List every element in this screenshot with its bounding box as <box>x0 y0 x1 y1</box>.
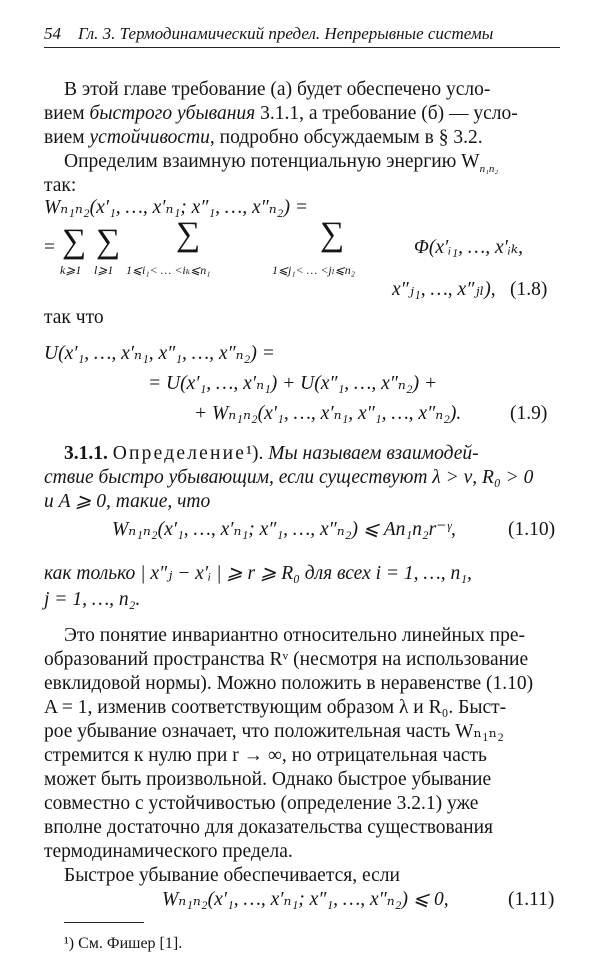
paragraph-1-line-3 <box>44 126 483 150</box>
sum-symbol-k: ∑ <box>62 223 87 260</box>
paragraph-5-line-1: Быстрое убывание обеспечивается, если <box>64 865 400 886</box>
equation-number-1-9: (1.9) <box>510 403 548 424</box>
definition-line-5: j = 1, …, n₂. <box>44 589 141 610</box>
sum-limit-k: k⩾1 <box>60 263 82 277</box>
paragraph-3-line-1: так что <box>44 307 104 328</box>
equation-1-8-line-2 <box>44 236 55 260</box>
definition-line-1 <box>64 442 479 466</box>
running-title: Гл. 3. Термодинамический предел. Непрерывные системы <box>78 24 494 43</box>
equation-1-8-line-1: Wₙ₁ₙ₂(x′₁, …, x′ₙ₁; x″₁, …, x″ₙ₂) = <box>44 197 308 218</box>
definition-line-3: и A ⩾ 0, такие, что <box>44 491 211 512</box>
paragraph-4-line-4: A = 1, изменив соответствующим образом λ и R₀. Быст- <box>44 697 507 718</box>
definition-number: 3.1.1. <box>64 443 108 464</box>
equation-1-11: Wₙ₁ₙ₂(x′₁, …, x′ₙ₁; x″₁, …, x″ₙ₂) ⩽ 0, <box>162 889 449 910</box>
sum-symbol-j: ∑ <box>320 216 345 253</box>
text-run: 3.1.1, а требование (б) — усло- <box>255 103 518 124</box>
sum-limit-j: 1⩽j₁< … <jₗ⩽n₂ <box>272 263 355 277</box>
italic-term: быстрого убывания <box>89 103 256 124</box>
sum-symbol-i: ∑ <box>176 216 201 253</box>
paragraph-2-line-1 <box>64 150 498 174</box>
italic-term: устойчивости <box>89 127 210 148</box>
definition-word: Определение <box>112 443 247 464</box>
definition-line-2: ствие быстро убывающим, если существуют λ > ν, R₀ > 0 <box>44 467 534 488</box>
text-run: Мы называем взаимодей- <box>263 443 479 464</box>
equation-1-10: Wₙ₁ₙ₂(x′₁, …, x′ₙ₁; x″₁, …, x″ₙ₂) ⩽ An₁n₂r⁻ᵞ, <box>112 519 456 540</box>
sum-symbol-l: ∑ <box>96 223 121 260</box>
paragraph-1-line-1: В этой главе требование (а) будет обеспечено усло- <box>64 79 491 100</box>
text-run: вием <box>44 103 90 124</box>
paragraph-4-line-7: может быть произвольной. Однако быстрое убывание <box>44 769 492 790</box>
equation-1-9-line-2: = U(x′₁, …, x′ₙ₁) + U(x″₁, …, x″ₙ₂) + <box>148 373 438 394</box>
equation-1-8-line-3: x″ⱼ₁, …, x″ⱼₗ), <box>392 279 496 300</box>
paragraph-2-line-2: так: <box>44 175 77 196</box>
sum-limit-i: 1⩽i₁< … <iₖ⩽n₁ <box>126 263 211 277</box>
definition-line-4: как только | x″ⱼ − x′ᵢ | ⩾ r ⩾ R₀ для всех i = 1, …, n₁, <box>44 563 472 584</box>
equation-1-9-line-1: U(x′₁, …, x′ₙ₁, x″₁, …, x″ₙ₂) = <box>44 343 275 364</box>
equation-number-1-8: (1.8) <box>510 279 548 300</box>
text-run: Определим взаимную потенциальную энергию W <box>64 151 480 172</box>
equals-sign: = <box>44 237 55 258</box>
page-number: 54 <box>44 24 61 43</box>
sum-limit-l: l⩾1 <box>94 263 114 277</box>
paragraph-4-line-6: стремится к нулю при r → ∞, но отрицательная часть <box>44 745 487 766</box>
subscript: n₁n₂ <box>479 162 499 175</box>
equation-1-8-line-2-body: Φ(x′ᵢ₁, …, x′ᵢₖ, <box>414 237 523 258</box>
footnote-rule <box>64 922 144 923</box>
paragraph-4-line-8: совместно с устойчивостью (определение 3.2.1) уже <box>44 793 479 814</box>
footnote <box>64 932 182 956</box>
paragraph-4-line-1: Это понятие инвариантно относительно линейных пре- <box>64 625 526 646</box>
footnote-marker: ¹) <box>64 935 75 952</box>
footnote-text: См. Фишер [1]. <box>74 935 183 952</box>
footnote-mark: ¹). <box>246 443 264 464</box>
equation-number-1-10: (1.10) <box>508 519 556 540</box>
header-rule <box>44 47 560 48</box>
equation-1-9-line-3: + Wₙ₁ₙ₂(x′₁, …, x′ₙ₁, x″₁, …, x″ₙ₂). <box>194 403 462 424</box>
text-run: вием <box>44 127 90 148</box>
paragraph-1-line-2 <box>44 102 518 126</box>
paragraph-4-line-9: вполне достаточно для доказательства существования <box>44 817 493 838</box>
paragraph-4-line-5: рое убывание означает, что положительная часть Wₙ₁ₙ₂ <box>44 721 505 742</box>
paragraph-4-line-2: образований пространства Rᵛ (несмотря на использование <box>44 649 529 670</box>
equation-number-1-11: (1.11) <box>508 889 555 910</box>
paragraph-4-line-3: евклидовой нормы). Можно положить в неравенстве (1.10) <box>44 673 534 694</box>
text-run: , подробно обсуждаемым в § 3.2. <box>209 127 483 148</box>
paragraph-4-line-10: термодинамического предела. <box>44 841 293 862</box>
